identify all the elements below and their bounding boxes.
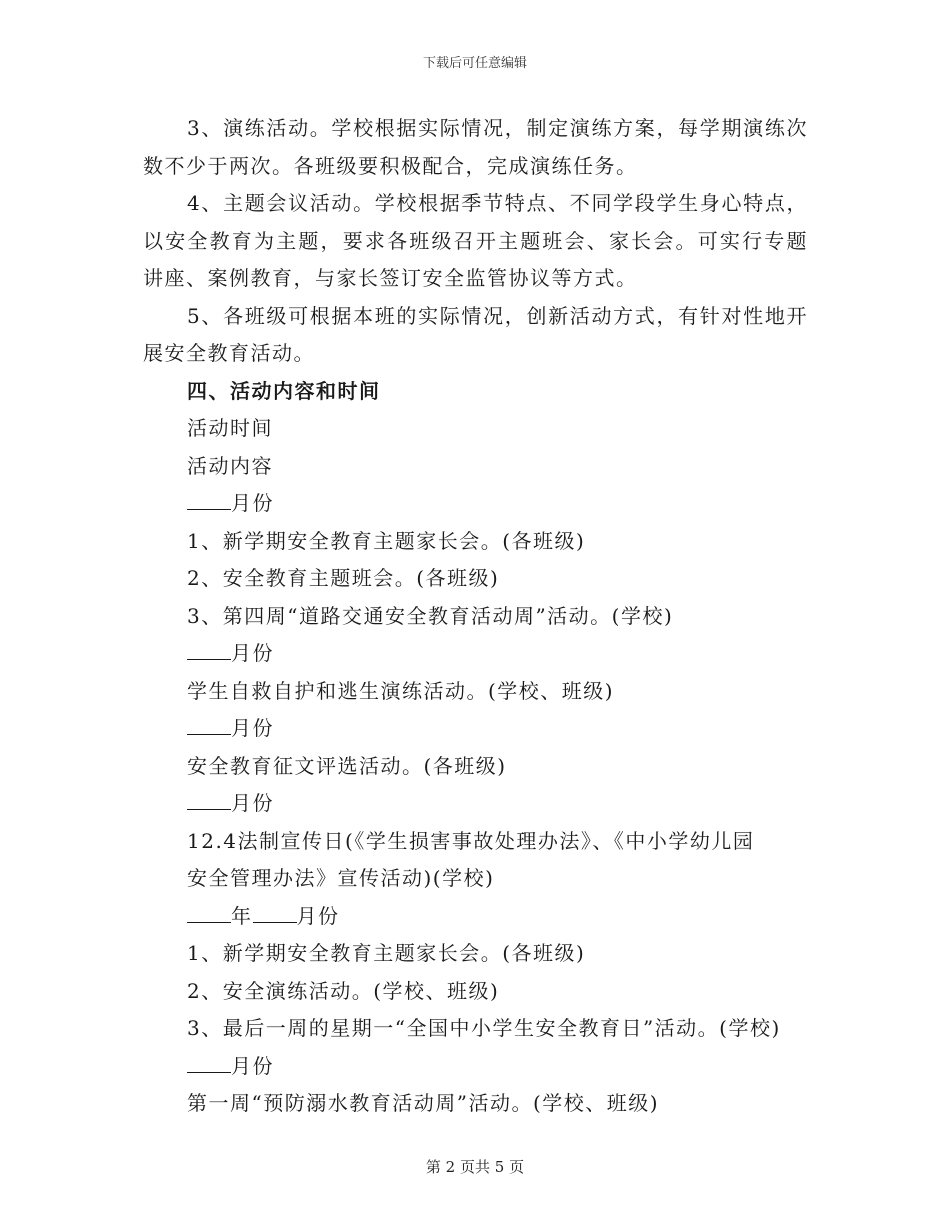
paragraph-class-innovation: 5、各班级可根据本班的实际情况，创新活动方式，有针对性地开展安全教育活动。 (143, 303, 808, 365)
section-heading: 四、活动内容和时间 (187, 378, 381, 403)
month-line (143, 1048, 808, 1086)
paragraph-theme-meeting: 4、主题会议活动。学校根据季节特点、不同学段学生身心特点，以安全教育为主题，要求各班级召开主题班会、家长会。可实行专题讲座、案例教育，与家长签订安全监管协议等方式。 (143, 191, 808, 290)
year-month-line (143, 898, 808, 936)
month-label: 月份 (231, 1053, 274, 1078)
list-item: 1、新学期安全教育主题家长会。(各班级) (187, 941, 586, 965)
month-line (143, 635, 808, 673)
list-item: 2、安全教育主题班会。(各班级) (187, 566, 500, 590)
month-label: 月份 (231, 641, 274, 665)
list-item: 第一周“预防溺水教育活动周”活动。(学校、班级) (187, 1091, 660, 1115)
blank-underline (187, 491, 231, 510)
month-line (143, 485, 808, 523)
page-footer: 第 2 页共 5 页 (425, 1158, 525, 1176)
list-item: 3、最后一周的星期一“全国中小学生安全教育日”活动。(学校) (187, 1016, 781, 1040)
list-item: 3、第四周“道路交通安全教育活动周”活动。(学校) (187, 603, 674, 628)
paragraph-drill: 3、演练活动。学校根据实际情况，制定演练方案，每学期演练次数不少于两次。各班级要积极配合，完成演练任务。 (143, 116, 808, 178)
year-label: 年 (231, 903, 253, 928)
month-label: 月份 (231, 716, 274, 740)
blank-underline (253, 904, 297, 923)
activity-content-label: 活动内容 (187, 453, 273, 478)
month-line (143, 785, 808, 823)
list-item: 学生自救自护和逃生演练活动。(学校、班级) (187, 678, 615, 703)
page-header: 下载后可任意编辑 (422, 56, 527, 71)
activity-time-label: 活动时间 (187, 416, 273, 440)
blank-underline (187, 1054, 231, 1073)
blank-underline (187, 641, 231, 660)
list-item-continued: 安全管理办法》宣传活动)(学校) (187, 866, 495, 890)
month-line (143, 710, 808, 748)
blank-underline (187, 904, 231, 923)
list-item: 安全教育征文评选活动。(各班级) (187, 753, 507, 778)
blank-underline (187, 791, 231, 810)
blank-underline (187, 716, 231, 735)
month-label: 月份 (296, 903, 340, 928)
list-item: 2、安全演练活动。(学校、班级) (187, 978, 500, 1003)
month-label: 月份 (231, 491, 274, 515)
list-item: 1、新学期安全教育主题家长会。(各班级) (187, 528, 586, 553)
month-label: 月份 (231, 791, 274, 815)
list-item: 12.4法制宣传日(《学生损害事故处理办法》、《中小学幼儿园 (187, 828, 755, 853)
document-body (143, 110, 808, 1123)
